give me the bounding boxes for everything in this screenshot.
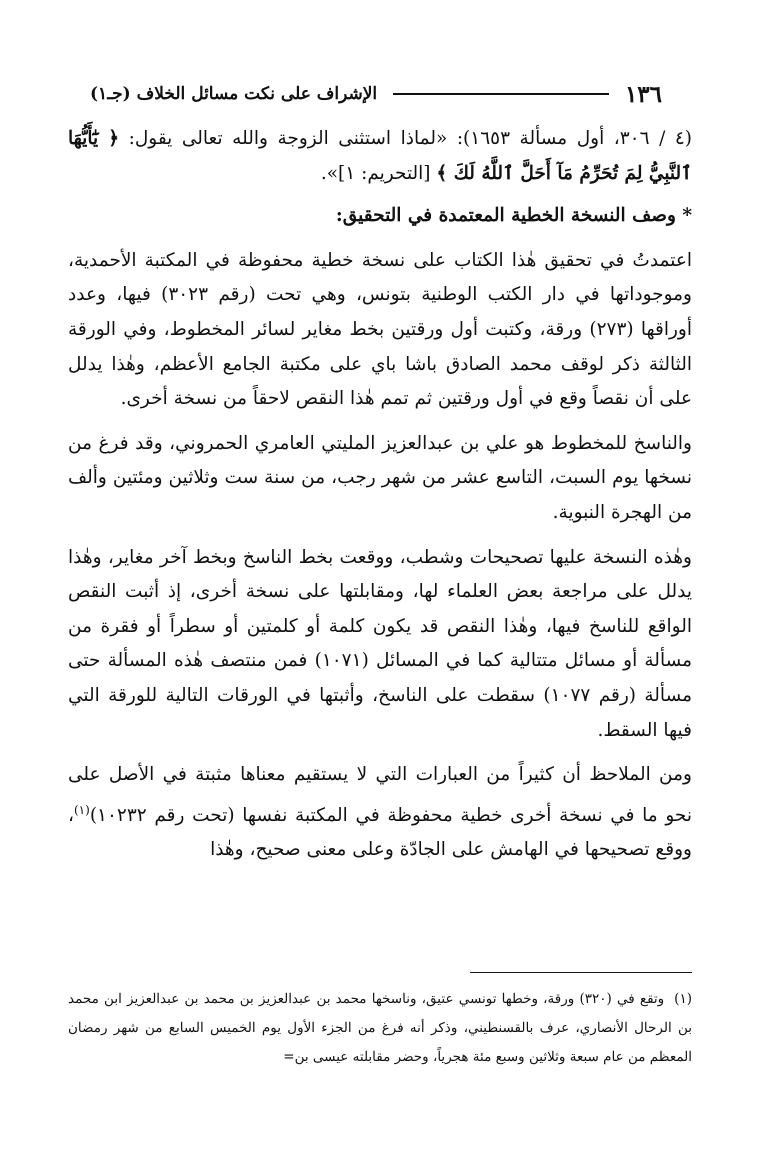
footnote <box>68 985 692 1072</box>
header-rule <box>393 93 609 95</box>
paragraph-corrections: وهٰذه النسخة عليها تصحيحات وشطب، ووقعت بخط الناسخ وبخط آخر مغاير، وهٰذا يدلل على مراجعة بعض العلماء لها، ومقابلتها على نسخة أخرى، إذ أثبت النقص الواقع للناسخ فيها، وهٰذا النقص قد يكون كلمة أو كلمتين أو سطراً أو فقرة من مسألة أو مسائل متتالية كما في المسائل (١٠٧١) فمن منتصف هٰذه المسألة حتى مسألة (رقم ١٠٧٧) سقطت على الناسخ، وأثبتها في الورقات التالية للورقة التي فيها السقط. <box>68 546 692 741</box>
footnote-reference: (١) <box>73 802 90 817</box>
paragraph-second-copy <box>68 758 692 868</box>
quotation-intro: (٤ / ٣٠٦، أول مسألة ١٦٥٣): «لماذا استثنى الزوجة والله تعالى يقول: <box>128 128 692 149</box>
paragraph-text-start: ومن الملاحظ أن كثيراً من العبارات التي لا يستقيم معناها مثبتة في الأصل على نحو ما في نسخة أخرى خطية محفوظة في المكتبة نفسها (تحت رقم ١٠٢٣٢) <box>68 764 692 826</box>
running-header <box>90 78 662 110</box>
footnote-block <box>68 985 692 1072</box>
paragraph-manuscript-description: اعتمدتُ في تحقيق هٰذا الكتاب على نسخة خطية محفوظة في المكتبة الأحمدية، وموجوداتها في دار الكتب الوطنية بتونس، وهي تحت (رقم ٣٠٢٣) فيها، وعدد أوراقها (٢٧٣) ورقة، وكتبت أول ورقتين بخط مغاير لسائر المخطوط، وفي الورقة الثالثة ذكر لوقف محمد الصادق باشا باي على مكتبة الجامع الأعظم، وهٰذا يدلل على أن نقصاً وقع في أول ورقتين ثم تمم هٰذا النقص لاحقاً من نسخة أخرى. <box>68 249 692 410</box>
paragraph-copyist: والناسخ للمخطوط هو علي بن عبدالعزيز المليتي العامري الحمروني، وقد فرغ من نسخها يوم السبت، التاسع عشر من شهر رجب، من سنة ست وثلاثين ومئتين وألف من الهجرة النبوية. <box>68 432 692 523</box>
footnote-separator <box>470 972 692 973</box>
main-text <box>68 116 692 868</box>
running-title: الإشراف على نكت مسائل الخلاف (جـ١) <box>90 84 378 104</box>
quotation-paragraph <box>68 122 692 191</box>
paragraph-text-end: ، ووقع تصحيحها في الهامش على الجادّة وعلى معنى صحيح، وهٰذا <box>68 804 692 861</box>
page-number: ١٣٦ <box>624 80 662 108</box>
quran-verse: ﴿ يَٰٓأَيُّهَا ٱلنَّبِيُّ لِمَ تُحَرِّمُ مَآ أَحَلَّ ٱللَّهُ لَكَ ﴾ <box>68 128 692 184</box>
footnote-number: (١) <box>674 991 692 1007</box>
section-heading: * وصف النسخة الخطية المعتمدة في التحقيق: <box>335 205 692 227</box>
verse-citation: [التحريم: ١]». <box>320 162 431 184</box>
footnote-text: وتقع في (٣٢٠) ورقة، وخطها تونسي عتيق، وناسخها محمد بن عبدالعزيز بن محمد بن عبدالعزيز ابن محمد بن الرحال الأنصاري، عرف بالقسنطيني، وذكر أنه فرغ من الجزء الأول يوم الخميس السابع من شهر رمضان المعظم من عام سبعة وثلاثين وسبع مئة هجرياً، وحضر مقابلته عيسى بن= <box>68 991 692 1065</box>
